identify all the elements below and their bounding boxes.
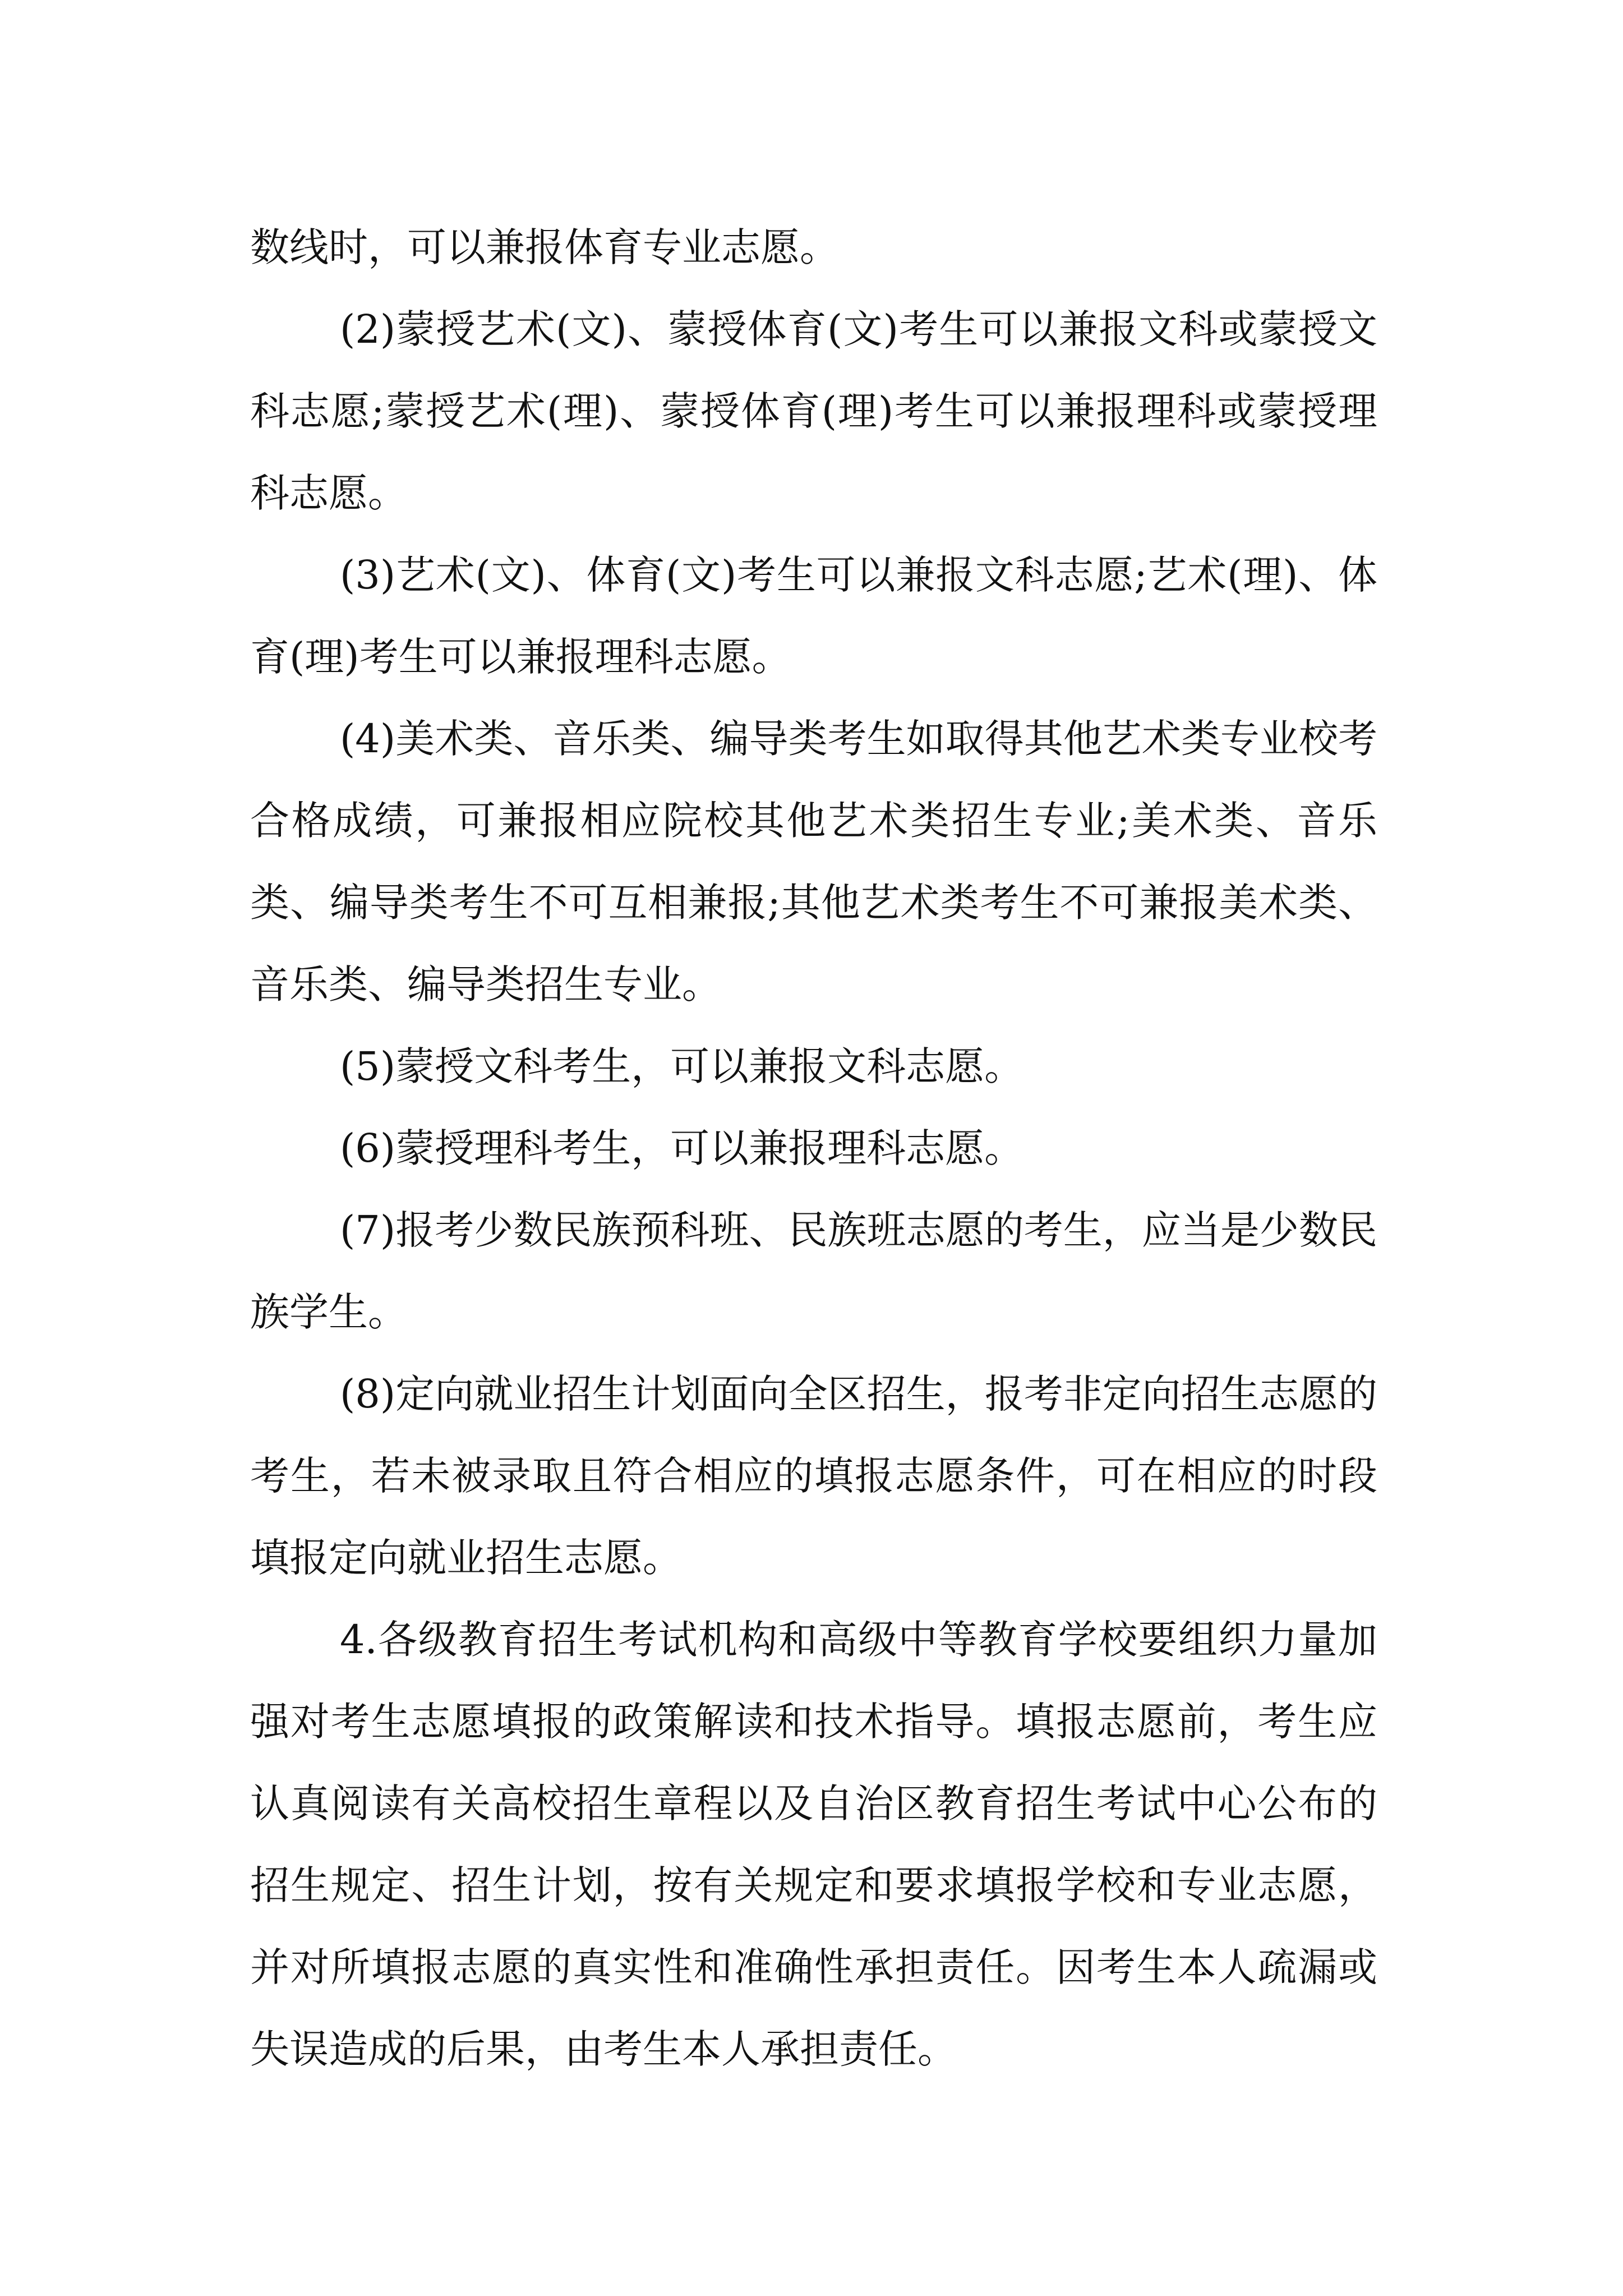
paragraph-continuation: 数线时，可以兼报体育专业志愿。 <box>250 224 839 270</box>
paragraph-item-3: (3)艺术(文)、体育(文)考生可以兼报文科志愿;艺术(理)、体育(理)考生可以兼报理科志愿。 <box>250 552 1377 680</box>
paragraph-item-5: (5)蒙授文科考生，可以兼报文科志愿。 <box>340 1043 1024 1089</box>
paragraph-item-8: (8)定向就业招生计划面向全区招生，报考非定向招生志愿的考生，若未被录取且符合相应的填报志愿条件，可在相应的时段填报定向就业招生志愿。 <box>250 1371 1377 1581</box>
paragraph-item-2: (2)蒙授艺术(文)、蒙授体育(文)考生可以兼报文科或蒙授文科志愿;蒙授艺术(理)、蒙授体育(理)考生可以兼报理科或蒙授理科志愿。 <box>250 306 1377 516</box>
paragraph-item-4: (4)美术类、音乐类、编导类考生如取得其他艺术类专业校考合格成绩，可兼报相应院校其他艺术类招生专业;美术类、音乐类、编导类考生不可互相兼报;其他艺术类考生不可兼报美术类、音乐类、编导类招生专业。 <box>250 716 1377 1007</box>
paragraph-item-6: (6)蒙授理科考生，可以兼报理科志愿。 <box>340 1125 1024 1171</box>
paragraph-section-4: 4.各级教育招生考试机构和高级中等教育学校要组织力量加强对考生志愿填报的政策解读和技术指导。填报志愿前，考生应认真阅读有关高校招生章程以及自治区教育招生考试中心公布的招生规定、招生计划，按有关规定和要求填报学校和专业志愿，并对所填报志愿的真实性和准确性承担责任。因考生本人疏漏或失误造成的后果，由考生本人承担责任。 <box>250 1617 1377 2072</box>
document-body <box>250 206 1377 2090</box>
paragraph-item-7: (7)报考少数民族预科班、民族班志愿的考生，应当是少数民族学生。 <box>250 1207 1377 1335</box>
